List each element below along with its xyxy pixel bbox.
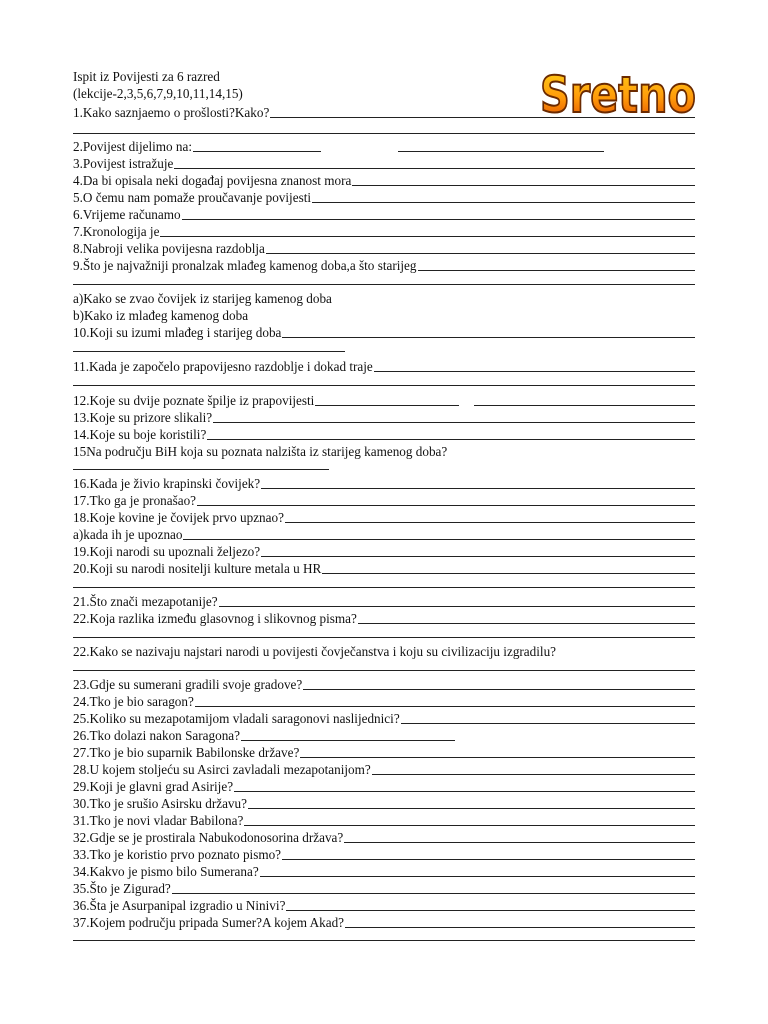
question-9b: [73, 305, 695, 323]
question-32: [73, 827, 695, 845]
question-text: 4.Da bi opisala neki događaj povijesna znanost mora: [73, 173, 352, 188]
answer-line[interactable]: [197, 505, 695, 506]
question-text: 13.Koje su prizore slikali?: [73, 410, 213, 425]
question-text: 33.Tko je koristio prvo poznato pismo?: [73, 847, 282, 862]
question-15: [73, 441, 695, 459]
answer-line[interactable]: [266, 253, 695, 254]
question-35: [73, 878, 695, 896]
question-text: 3.Povijest istražuje: [73, 156, 174, 171]
question-text: 25.Koliko su mezapotamijom vladali saragonovi naslijednici?: [73, 711, 400, 726]
answer-line[interactable]: [207, 439, 695, 440]
question-9: [73, 255, 695, 273]
answer-line[interactable]: [219, 606, 695, 607]
answer-line[interactable]: [270, 117, 695, 118]
answer-line[interactable]: [73, 637, 695, 638]
question-text: 9.Što je najvažniji pronalzak mlađeg kamenog doba,a što starijeg: [73, 258, 417, 273]
answer-line[interactable]: [73, 587, 695, 588]
question-29: [73, 776, 695, 794]
answer-line[interactable]: [374, 371, 695, 372]
answer-line[interactable]: [241, 740, 455, 741]
question-19: [73, 541, 695, 559]
answer-line[interactable]: [285, 522, 695, 523]
question-7: [73, 221, 695, 239]
question-text: 2.Povijest dijelimo na:: [73, 139, 193, 154]
worksheet-title: Ispit iz Povijesti za 6 razred: [73, 69, 220, 84]
answer-line[interactable]: [234, 791, 695, 792]
question-8: [73, 238, 695, 256]
question-text: 14.Koje su boje koristili?: [73, 427, 207, 442]
answer-line[interactable]: [261, 488, 695, 489]
question-text: 22.Kako se nazivaju najstari narodi u povijesti čovječanstva i koju su civilizaciju izgradilu?: [73, 644, 557, 659]
question-text: 27.Tko je bio suparnik Babilonske države?: [73, 745, 300, 760]
question-10: [73, 322, 695, 340]
answer-line[interactable]: [352, 185, 695, 186]
answer-line[interactable]: [282, 337, 695, 338]
question-6: [73, 204, 695, 222]
question-11: [73, 356, 695, 374]
question-text: 22.Koja razlika između glasovnog i slikovnog pisma?: [73, 611, 357, 626]
question-22b: [73, 641, 695, 659]
answer-line[interactable]: [398, 151, 604, 152]
question-28: [73, 759, 695, 777]
question-text: 29.Koji je glavni grad Asirije?: [73, 779, 234, 794]
answer-line[interactable]: [344, 842, 695, 843]
question-text: 17.Tko ga je pronašao?: [73, 493, 197, 508]
question-24: [73, 691, 695, 709]
question-text: 31.Tko je novi vladar Babilona?: [73, 813, 244, 828]
question-text: 35.Što je Zigurad?: [73, 881, 171, 896]
question-21: [73, 591, 695, 609]
question-31: [73, 810, 695, 828]
question-23: [73, 674, 695, 692]
question-text: 7.Kronologija je: [73, 224, 160, 239]
answer-line[interactable]: [372, 774, 695, 775]
question-12: [73, 390, 695, 408]
answer-line[interactable]: [418, 270, 695, 271]
question-text: 11.Kada je započelo prapovijesno razdoblje i dokad traje: [73, 359, 373, 374]
answer-line[interactable]: [213, 422, 695, 423]
answer-line[interactable]: [261, 556, 695, 557]
question-text: 16.Kada je živio krapinski čovijek?: [73, 476, 261, 491]
question-36: [73, 895, 695, 913]
question-30: [73, 793, 695, 811]
question-text: 10.Koji su izumi mlađeg i starijeg doba: [73, 325, 282, 340]
question-text: 26.Tko dolazi nakon Saragona?: [73, 728, 240, 743]
answer-line[interactable]: [183, 539, 695, 540]
answer-line[interactable]: [172, 893, 695, 894]
answer-line[interactable]: [401, 723, 695, 724]
question-text: 36.Šta je Asurpanipal izgradio u Ninivi?: [73, 898, 286, 913]
question-text: 32.Gdje se je prostirala Nabukodonosorina država?: [73, 830, 344, 845]
answer-line[interactable]: [73, 670, 695, 671]
question-14: [73, 424, 695, 442]
question-text: 18.Koje kovine je čovijek prvo upznao?: [73, 510, 284, 525]
answer-line[interactable]: [248, 808, 695, 809]
question-18a: [73, 524, 695, 542]
question-27: [73, 742, 695, 760]
question-text: 21.Što znači mezapotanije?: [73, 594, 218, 609]
question-text: 23.Gdje su sumerani gradili svoje gradove?: [73, 677, 303, 692]
question-text: a)Kako se zvao čovijek iz starijeg kamenog doba: [73, 291, 332, 306]
question-37: [73, 912, 695, 930]
question-2: [73, 136, 695, 154]
question-13: [73, 407, 695, 425]
question-1: [73, 102, 695, 120]
question-20: [73, 558, 695, 576]
answer-line[interactable]: [312, 202, 695, 203]
answer-line[interactable]: [195, 706, 695, 707]
question-text: 5.O čemu nam pomaže proučavanje povijesti: [73, 190, 312, 205]
answer-line[interactable]: [286, 910, 695, 911]
answer-line[interactable]: [358, 623, 695, 624]
answer-line[interactable]: [300, 757, 695, 758]
answer-line[interactable]: [244, 825, 695, 826]
question-9a: [73, 288, 695, 306]
question-25: [73, 708, 695, 726]
question-text: 37.Kojem području pripada Sumer?A kojem Akad?: [73, 915, 345, 930]
question-16: [73, 473, 695, 491]
question-17: [73, 490, 695, 508]
answer-line[interactable]: [182, 219, 695, 220]
question-text: 28.U kojem stoljeću su Asirci zavladali mezapotanijom?: [73, 762, 371, 777]
question-text: 30.Tko je srušio Asirsku državu?: [73, 796, 247, 811]
question-26: [73, 725, 695, 743]
question-text: 15Na području BiH koja su poznata nalzišta iz starijeg kamenog doba?: [73, 444, 448, 459]
question-5: [73, 187, 695, 205]
answer-line[interactable]: [73, 940, 695, 941]
question-text: 34.Kakvo je pismo bilo Sumerana?: [73, 864, 259, 879]
question-4: [73, 170, 695, 188]
answer-line[interactable]: [282, 859, 695, 860]
question-22: [73, 608, 695, 626]
question-text: 12.Koje su dvije poznate špilje iz prapovijesti: [73, 393, 315, 408]
question-text: 8.Nabroji velika povijesna razdoblja: [73, 241, 265, 256]
question-33: [73, 844, 695, 862]
answer-line[interactable]: [73, 469, 329, 470]
question-text: 19.Koji narodi su upoznali željezo?: [73, 544, 261, 559]
answer-line[interactable]: [193, 151, 321, 152]
answer-line[interactable]: [303, 689, 695, 690]
question-text: a)kada ih je upoznao: [73, 527, 183, 542]
question-3: [73, 153, 695, 171]
answer-line[interactable]: [315, 405, 459, 406]
answer-line[interactable]: [174, 168, 695, 169]
answer-line[interactable]: [260, 876, 695, 877]
answer-line[interactable]: [73, 284, 695, 285]
question-text: 20.Koji su narodi nositelji kulture metala u HR: [73, 561, 322, 576]
answer-line[interactable]: [73, 133, 695, 134]
answer-line[interactable]: [73, 351, 345, 352]
lessons-list: (lekcije-2,3,5,6,7,9,10,11,14,15): [73, 86, 243, 101]
question-34: [73, 861, 695, 879]
answer-line[interactable]: [474, 405, 695, 406]
answer-line[interactable]: [322, 573, 695, 574]
question-text: 6.Vrijeme računamo: [73, 207, 181, 222]
question-18: [73, 507, 695, 525]
question-text: 1.Kako saznjaemo o prošlosti?Kako?: [73, 105, 270, 120]
answer-line[interactable]: [73, 385, 695, 386]
question-text: 24.Tko je bio saragon?: [73, 694, 194, 709]
answer-line[interactable]: [160, 236, 695, 237]
question-text: b)Kako iz mlađeg kamenog doba: [73, 308, 249, 323]
svg-text:Sretno: Sretno: [540, 66, 696, 124]
answer-line[interactable]: [345, 927, 695, 928]
